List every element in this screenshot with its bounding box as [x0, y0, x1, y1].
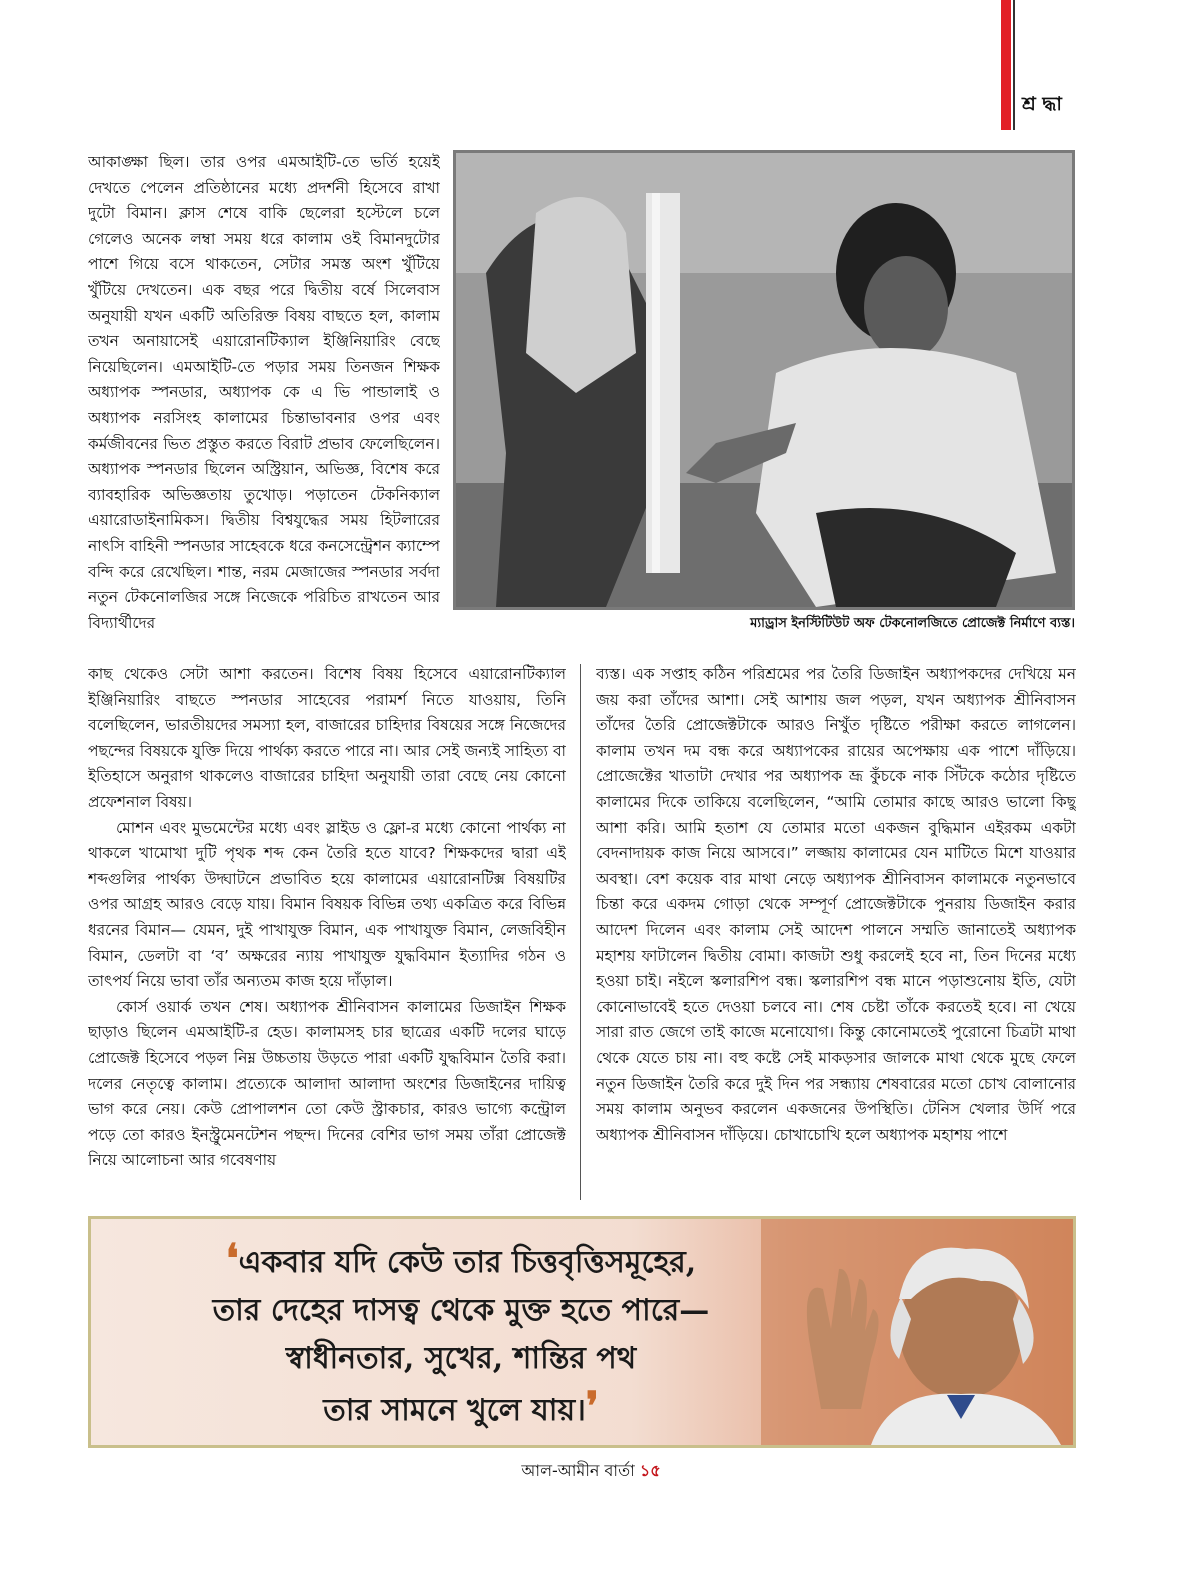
quote-open-icon: ❛	[225, 1235, 239, 1282]
quote-box	[88, 1216, 1076, 1448]
page-footer	[0, 1458, 1182, 1485]
quote-line-1: একবার যদি কেউ তার চিত্তবৃত্তিসমূহের,	[238, 1245, 697, 1280]
article-paragraph: কোর্স ওয়ার্ক তখন শেষ। অধ্যাপক শ্রীনিবাসন কালামের ডিজাইন শিক্ষক ছাড়াও ছিলেন এমআইটি-র হেড। কালামসহ চার ছাত্রের একটি দলের ঘাড়ে প্রোজেক্ট হিসেবে পড়ল নিম্ন উচ্চতায় উড়তে পারা একটি যুদ্ধবিমান তৈরি করা। দলের নেতৃত্বে কালাম। প্রত্যেকে আলাদা আলাদা অংশের ডিজাইনের দায়িত্ব ভাগ করে নেয়। কেউ প্রোপালশন তো কেউ স্ট্রাকচার, কারও ভাগ্যে কন্ট্রোল পড়ে তো কারও ইনস্ট্রুমেনটেশন পছন্দ। দিনের বেশির ভাগ সময় তাঁরা প্রোজেক্ট নিয়ে আলোচনা আর গবেষণায়	[88, 997, 566, 1170]
quote-text	[151, 1235, 771, 1435]
portrait-image	[761, 1219, 1076, 1445]
article-column-top	[88, 150, 440, 662]
section-accent-bar	[1001, 0, 1011, 130]
quote-line-2: তার দেহের দাসত্ব থেকে মুক্ত হতে পারে—	[212, 1293, 710, 1328]
article-photo	[453, 150, 1075, 610]
article-paragraph: ব্যস্ত। এক সপ্তাহ কঠিন পরিশ্রমের পর তৈরি ডিজাইন অধ্যাপকদের দেখিয়ে মন জয় করা তাঁদের আশা। সেই আশায় জল পড়ল, যখন অধ্যাপক শ্রীনিবাসন তাঁদের তৈরি প্রোজেক্টটাকে আরও নিখুঁত দৃষ্টিতে পরীক্ষা করতে লাগলেন। কালাম তখন দম বন্ধ করে অধ্যাপকের রায়ের অপেক্ষায় এক পাশে দাঁড়িয়ে। প্রোজেক্টের খাতাটা দেখার পর অধ্যাপক ভ্রূ কুঁচকে নাক সিঁটকে কঠোর দৃষ্টিতে কালামের দিকে তাকিয়ে বলেছিলেন, “আমি তোমার কাছে আরও ভালো কিছু আশা করি। আমি হতাশ যে তোমার মতো একজন বুদ্ধিমান এইরকম একটা বেদনাদায়ক কাজ নিয়ে আসবে।” লজ্জায় কালামের যেন মাটিতে মিশে যাওয়ার অবস্থা। বেশ কয়েক বার মাথা নেড়ে অধ্যাপক শ্রীনিবাসন কালামকে নতুনভাবে চিন্তা করে একদম গোড়া থেকে সম্পূর্ণ প্রোজেক্টটাকে পুনরায় ডিজাইন করার আদেশ দিলেন এবং কালাম সেই আদেশ পালনে সম্মতি জানাতেই অধ্যাপক মহাশয় ফাটালেন দ্বিতীয় বোমা। কাজটা শুধু করলেই হবে না, তিন দিনের মধ্যে হওয়া চাই। নইলে স্কলারশিপ বন্ধ। স্কলারশিপ বন্ধ মানে পড়াশুনোয় ইতি, যেটা কোনোভাবেই হতে দেওয়া চলবে না। শেষ চেষ্টা তাঁকে করতেই হবে। না খেয়ে সারা রাত জেগে তাই কাজে মনোযোগ। কিন্তু কোনোমতেই পুরোনো চিত্রটা মাথা থেকে যেতে চায় না। বহু কষ্টে সেই মাকড়সার জালকে মাথা থেকে মুছে ফেলে নতুন ডিজাইন তৈরি করে দুই দিন পর সন্ধ্যায় শেষবারের মতো চোখ বোলানোর সময় কালাম অনুভব করলেন একজনের উপস্থিতি। টেনিস খেলার উর্দি পরে অধ্যাপক শ্রীনিবাসন দাঁড়িয়ে। চোখাচোখি হলে অধ্যাপক মহাশয় পাশে	[596, 665, 1076, 1144]
photo-caption: ম্যাড্রাস ইনস্টিটিউট অফ টেকনোলজিতে প্রোজেক্ট নির্মাণে ব্যস্ত।	[750, 616, 1075, 631]
article-paragraph: কাছ থেকেও সেটা আশা করতেন। বিশেষ বিষয় হিসেবে এয়ারোনটিক্যাল ইঞ্জিনিয়ারিং বাছতে স্পনডার সাহেবের পরামর্শ নিতে যাওয়ায়, তিনি বলেছিলেন, ভারতীয়দের সমস্যা হল, বাজারের চাহিদার বিষয়ের সঙ্গে নিজেদের পছন্দের বিষয়কে যুক্তি দিয়ে পার্থক্য করতে পারে না। আর সেই জন্যই সাহিত্য বা ইতিহাসে অনুরাগ থাকলেও বাজারের চাহিদা অনুযায়ী তারা বেছে নেয় কোনো প্রফেশনাল বিষয়।	[88, 665, 566, 811]
section-accent-line	[1013, 0, 1015, 130]
column-divider	[580, 664, 581, 1200]
article-column-right	[596, 662, 1076, 1202]
quote-line-4: তার সামনে খুলে যায়।	[323, 1393, 586, 1428]
quote-line	[151, 1235, 771, 1287]
article-paragraph: মোশন এবং মুভমেন্টের মধ্যে এবং স্লাইড ও ফ্লো-র মধ্যে কোনো পার্থক্য না থাকলে খামোখা দুটি পৃথক শব্দ কেন তৈরি হতে যাবে? শিক্ষকদের দ্বারা এই শব্দগুলির পার্থক্য উদ্ঘাটনে প্রভাবিত হয়ে কালামের এয়ারোনটিক্স বিষয়টির ওপর আগ্রহ আরও বেড়ে যায়। বিমান বিষয়ক বিভিন্ন তথ্য একত্রিত করে বিভিন্ন ধরনের বিমান— যেমন, দুই পাখাযুক্ত বিমান, এক পাখাযুক্ত বিমান, লেজবিহীন বিমান, ডেলটা বা ‘ব’ অক্ষরের ন্যায় পাখাযুক্ত যুদ্ধবিমান ইত্যাদির গঠন ও তাৎপর্য নিয়ে ভাবা তাঁর অন্যতম কাজ হয়ে দাঁড়াল।	[88, 818, 566, 991]
article-column-left	[88, 662, 566, 1202]
article-paragraph: আকাঙ্ক্ষা ছিল। তার ওপর এমআইটি-তে ভর্তি হয়েই দেখতে পেলেন প্রতিষ্ঠানের মধ্যে প্রদর্শনী হিসেবে রাখা দুটো বিমান। ক্লাস শেষে বাকি ছেলেরা হস্টেলে চলে গেলেও অনেক লম্বা সময় ধরে কালাম ওই বিমানদুটোর পাশে গিয়ে বসে থাকতেন, সেটার সমস্ত অংশ খুঁটিয়ে খুঁটিয়ে দেখতেন। এক বছর পরে দ্বিতীয় বর্ষে সিলেবাস অনুযায়ী যখন একটি অতিরিক্ত বিষয় বাছতে হল, কালাম তখন অনায়াসেই এয়ারোনটিক্যাল ইঞ্জিনিয়ারিং বেছে নিয়েছিলেন। এমআইটি-তে পড়ার সময় তিনজন শিক্ষক অধ্যাপক স্পনডার, অধ্যাপক কে এ ভি পান্ডালাই ও অধ্যাপক নরসিংহ কালামের চিন্তাভাবনার ওপর এবং কর্মজীবনের ভিত প্রস্তুত করতে বিরাট প্রভাব ফেলেছিলেন। অধ্যাপক স্পনডার ছিলেন অস্ট্রিয়ান, অভিজ্ঞ, বিশেষ করে ব্যাবহারিক অভিজ্ঞতায় তুখোড়। পড়াতেন টেকনিক্যাল এয়ারোডাইনামিকস। দ্বিতীয় বিশ্বযুদ্ধের সময় হিটলারের নাৎসি বাহিনী স্পনডার সাহেবকে ধরে কনসেন্ট্রেশন ক্যাম্পে বন্দি করে রেখেছিল। শান্ত, নরম মেজাজের স্পনডার সর্বদা নতুন টেকনোলজির সঙ্গে নিজেকে পরিচিত রাখতেন আর বিদ্যার্থীদের	[88, 153, 440, 632]
photo-illustration	[456, 153, 1072, 607]
quote-line-3: স্বাধীনতার, সুখের, শান্তির পথ	[285, 1341, 637, 1376]
page-number: ১৫	[639, 1461, 661, 1480]
publication-name: আল-আমীন বার্তা	[521, 1461, 635, 1480]
quote-close-icon: ❜	[585, 1383, 599, 1430]
section-label: শ্র দ্ধা	[1022, 93, 1062, 115]
quote-line	[151, 1383, 771, 1435]
